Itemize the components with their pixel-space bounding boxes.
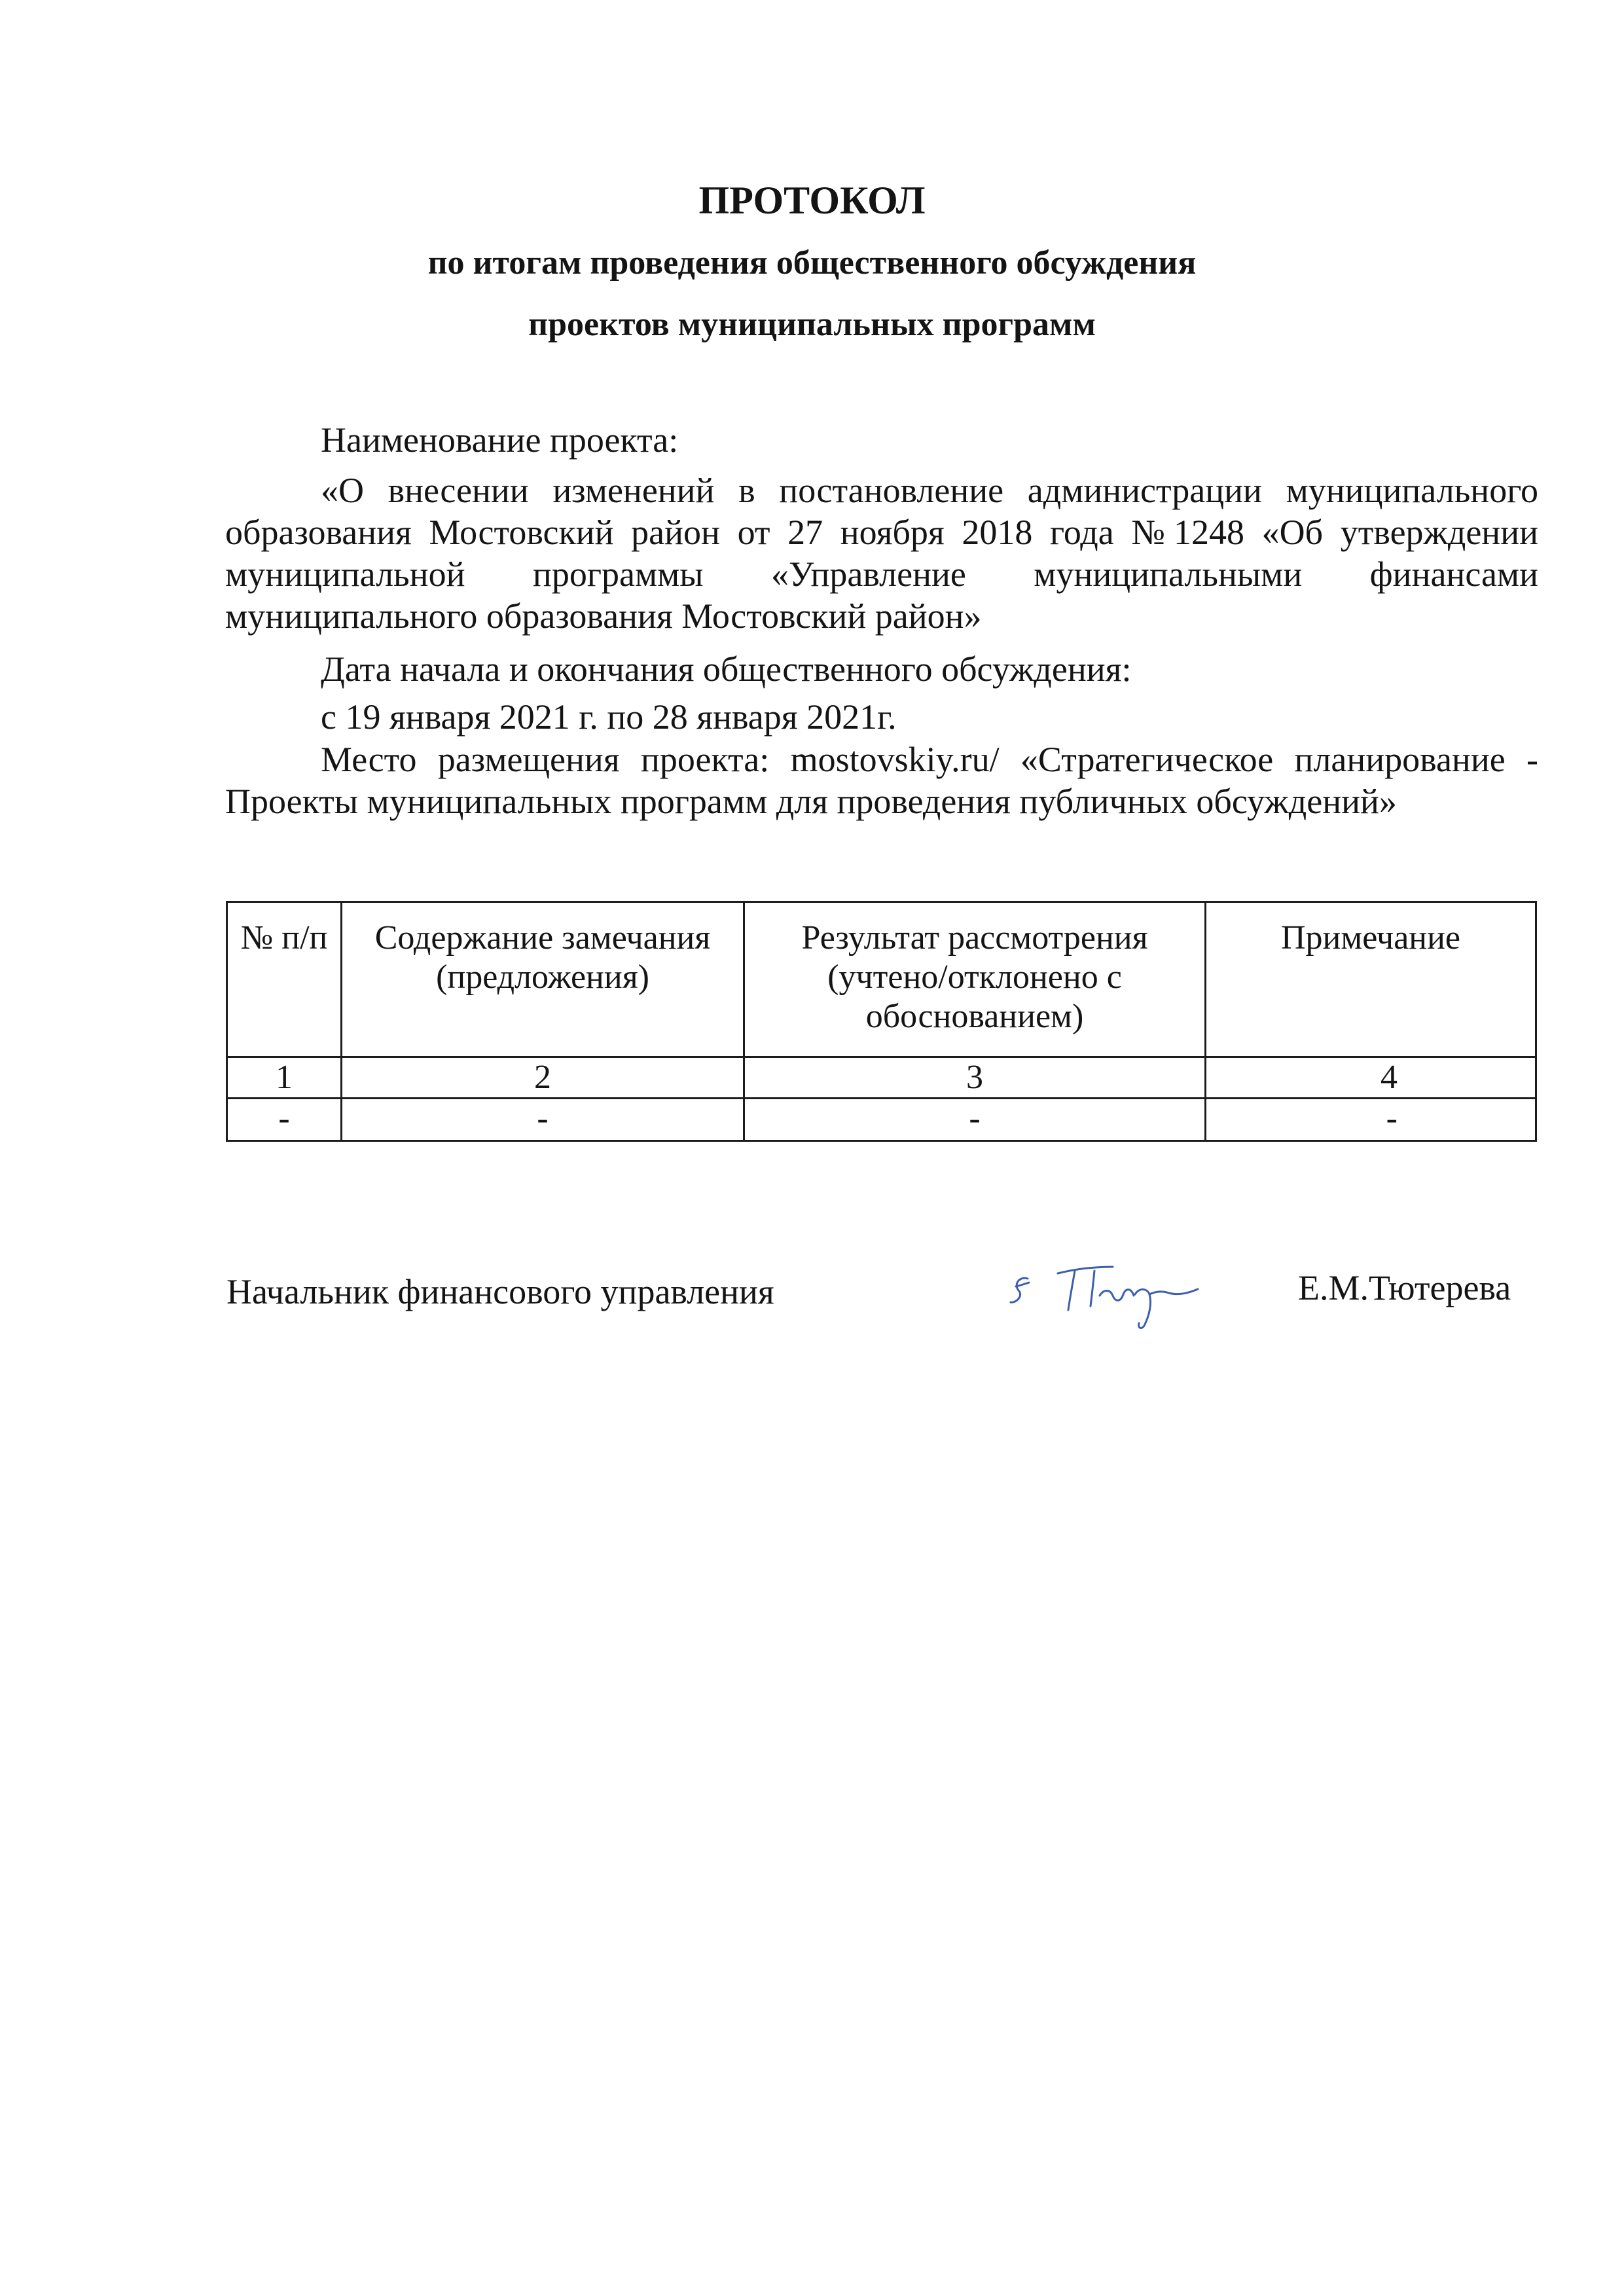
placement-text: Место размещения проекта: mostovskiy.ru/ «Стратегическое планирование - Проекты муниципальных программ для проведения публичных обсуждений» <box>225 740 1538 821</box>
project-name-label: Наименование проекта: <box>321 420 679 460</box>
header-cell-number: № п/п <box>227 902 342 1057</box>
table-row <box>227 1099 1536 1141</box>
header-cell-note: Примечание <box>1206 902 1536 1057</box>
header-cell-result: Результат рассмотрения (учтено/отклонено с обоснованием) <box>744 902 1206 1057</box>
document-title: ПРОТОКОЛ <box>698 179 926 222</box>
row-cell-number: - <box>227 1099 342 1141</box>
number-cell-2: 2 <box>342 1057 744 1099</box>
number-cell-4: 4 <box>1206 1057 1536 1099</box>
header-cell-content: Содержание замечания (предложения) <box>342 902 744 1057</box>
row-cell-result: - <box>744 1099 1206 1141</box>
dates-text: с 19 января 2021 г. по 28 января 2021г. <box>321 697 897 737</box>
row-cell-content: - <box>342 1099 744 1141</box>
document-subtitle-line2: проектов муниципальных программ <box>528 306 1096 343</box>
table-number-row <box>227 1057 1536 1099</box>
signer-name: Е.М.Тютерева <box>1298 1268 1511 1307</box>
document-subtitle-line1: по итогам проведения общественного обсуждения <box>427 244 1197 282</box>
number-cell-3: 3 <box>744 1057 1206 1099</box>
row-cell-note: - <box>1206 1099 1536 1141</box>
dates-label: Дата начала и окончания общественного обсуждения: <box>321 649 1132 689</box>
project-name-text: «О внесении изменений в постановление администрации муниципального образования Мостовский район от 27 ноября 2018 года №1248 «Об утверждении муниципальной программы «Управление муниципальными финансами муниципального образования Мостовский район» <box>225 471 1538 636</box>
handwritten-signature <box>1001 1247 1237 1332</box>
table-header-row <box>227 902 1536 1057</box>
number-cell-1: 1 <box>227 1057 342 1099</box>
signer-position: Начальник финансового управления <box>226 1272 774 1311</box>
comments-table <box>226 901 1537 1142</box>
